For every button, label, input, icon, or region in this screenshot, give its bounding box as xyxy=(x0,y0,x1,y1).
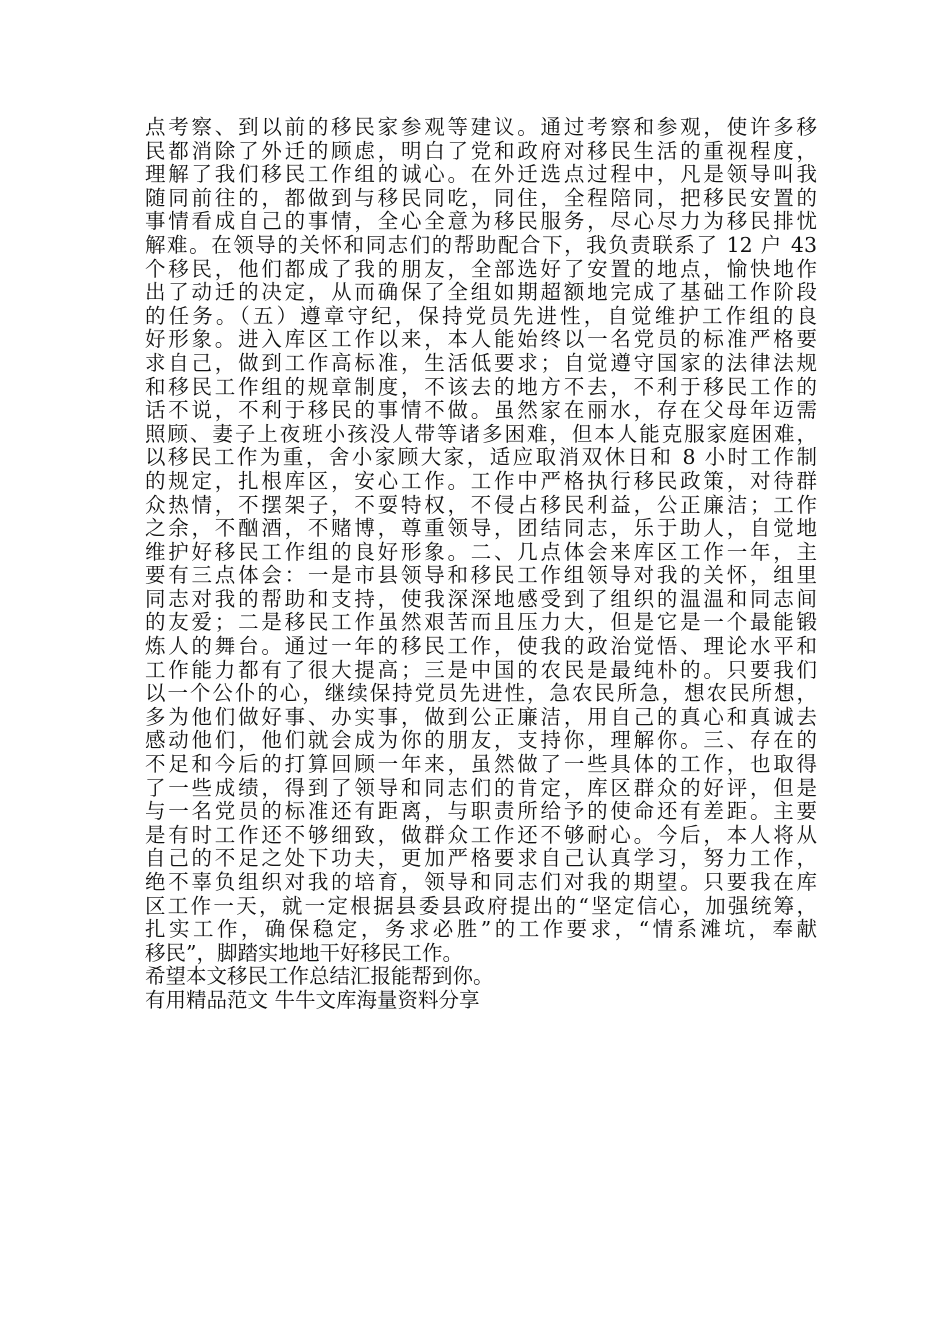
paragraph-line-26: 多为他们做好事、办实事，做到公正廉洁，用自己的真心和真诚去 xyxy=(145,704,817,729)
paragraph-line-2: 民都消除了外迁的顾虑，明白了党和政府对移民生活的重视程度， xyxy=(145,138,817,163)
paragraph-line-21: 同志对我的帮助和支持，使我深深地感受到了组织的温温和同志间 xyxy=(145,586,817,611)
paragraph-line-34: 区工作一天，就一定根据县委县政府提出的“坚定信心，加强统筹， xyxy=(145,893,817,918)
paragraph-line-20: 要有三点体会：一是市县领导和移民工作组领导对我的关怀，组里 xyxy=(145,563,817,588)
paragraph-line-12: 和移民工作组的规章制度，不该去的地方不去，不利于移民工作的 xyxy=(145,374,817,399)
paragraph-line-29: 了一些成绩，得到了领导和同志们的肯定，库区群众的好评，但是 xyxy=(145,775,817,800)
paragraph-line-23: 炼人的舞台。通过一年的移民工作，使我的政治觉悟、理论水平和 xyxy=(145,634,817,659)
paragraph-line-6: 解难。在领导的关怀和同志们的帮助配合下，我负责联系了 12 户 43 xyxy=(145,232,817,257)
paragraph-line-17: 众热情，不摆架子，不耍特权，不侵占移民利益，公正廉洁；工作 xyxy=(145,492,817,517)
paragraph-line-22: 的友爱；二是移民工作虽然艰苦而且压力大，但是它是一个最能锻 xyxy=(145,610,817,635)
paragraph-line-27: 感动他们，他们就会成为你的朋友，支持你，理解你。三、存在的 xyxy=(145,728,817,753)
closing-line: 希望本文移民工作总结汇报能帮到你。 xyxy=(145,964,494,989)
paragraph-line-25: 以一个公仆的心，继续保持党员先进性，急农民所急，想农民所想， xyxy=(145,681,817,706)
paragraph-line-30: 与一名党员的标准还有距离，与职责所给予的使命还有差距。主要 xyxy=(145,799,817,824)
paragraph-line-15: 以移民工作为重，舍小家顾大家，适应取消双休日和 8 小时工作制 xyxy=(145,445,817,470)
paragraph-line-35: 扎实工作，确保稳定，务求必胜”的工作要求，“情系滩坑，奉献 xyxy=(145,917,817,942)
footer-line: 有用精品范文 牛牛文库海量资料分享 xyxy=(145,987,480,1012)
paragraph-line-5: 事情看成自己的事情，全心全意为移民服务，尽心尽力为移民排忧 xyxy=(145,209,817,234)
paragraph-line-14: 照顾、妻子上夜班小孩没人带等诸多困难，但本人能克服家庭困难， xyxy=(145,421,817,446)
paragraph-line-8: 出了动迁的决定，从而确保了全组如期超额地完成了基础工作阶段 xyxy=(145,280,817,305)
paragraph-line-7: 个移民，他们都成了我的朋友，全部选好了安置的地点，愉快地作 xyxy=(145,256,817,281)
paragraph-line-32: 自己的不足之处下功夫，更加严格要求自己认真学习，努力工作， xyxy=(145,846,817,871)
paragraph-line-3: 理解了我们移民工作组的诚心。在外迁选点过程中，凡是领导叫我 xyxy=(145,162,817,187)
paragraph-line-9: 的任务。（五）遵章守纪，保持党员先进性，自觉维护工作组的良 xyxy=(145,303,817,328)
paragraph-line-10: 好形象。进入库区工作以来，本人能始终以一名党员的标准严格要 xyxy=(145,327,817,352)
document-body xyxy=(145,116,817,1013)
paragraph-line-16: 的规定，扎根库区，安心工作。工作中严格执行移民政策，对待群 xyxy=(145,468,817,493)
paragraph-line-4: 随同前往的，都做到与移民同吃，同住，全程陪同，把移民安置的 xyxy=(145,185,817,210)
paragraph-line-13: 话不说，不利于移民的事情不做。虽然家在丽水，存在父母年迈需 xyxy=(145,398,817,423)
paragraph-line-1: 点考察、到以前的移民家参观等建议。通过考察和参观，使许多移 xyxy=(145,115,817,139)
paragraph-line-11: 求自己，做到工作高标准，生活低要求；自觉遵守国家的法律法规 xyxy=(145,350,817,375)
paragraph-line-19: 维护好移民工作组的良好形象。二、几点体会来库区工作一年，主 xyxy=(145,539,817,564)
paragraph-line-18: 之余，不酗酒，不赌博，尊重领导，团结同志，乐于助人，自觉地 xyxy=(145,516,817,541)
paragraph-line-36: 移民”，脚踏实地地干好移民工作。 xyxy=(145,940,463,965)
paragraph-line-33: 绝不辜负组织对我的培育，领导和同志们对我的期望。只要我在库 xyxy=(145,870,817,894)
paragraph-line-28: 不足和今后的打算回顾一年来，虽然做了一些具体的工作，也取得 xyxy=(145,752,817,777)
paragraph-line-24: 工作能力都有了很大提高；三是中国的农民是最纯朴的。只要我们 xyxy=(145,657,817,682)
paragraph-line-31: 是有时工作还不够细致，做群众工作还不够耐心。今后，本人将从 xyxy=(145,822,817,847)
